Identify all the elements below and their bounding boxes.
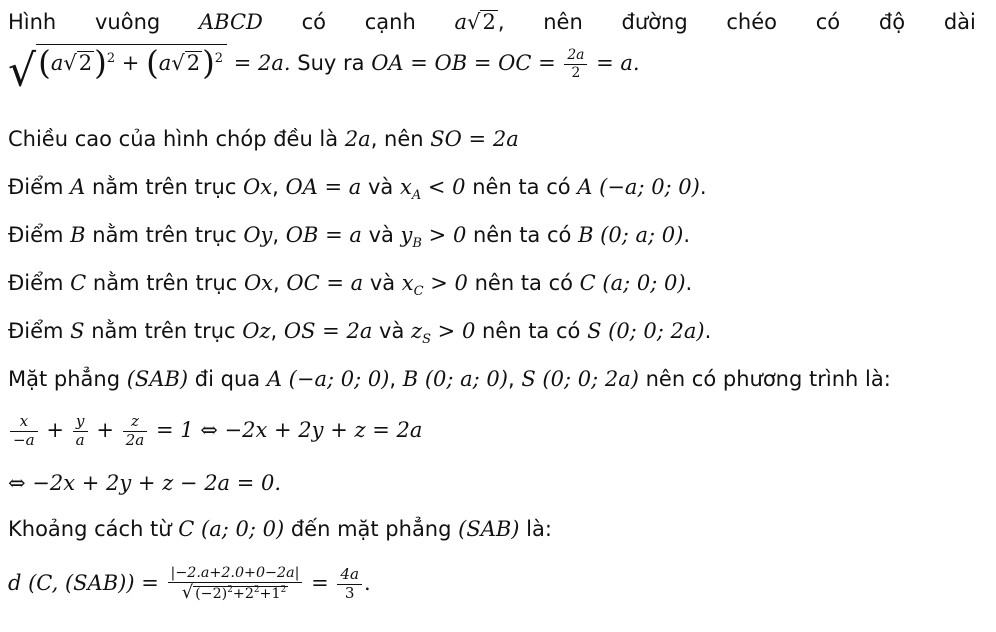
math: d (C, (SAB)) = (8, 570, 159, 595)
word: nên (543, 10, 583, 34)
math-side-length: a√2, (454, 10, 505, 34)
word: chéo (726, 10, 778, 34)
math: = 2a. (233, 51, 291, 76)
fraction-y: $\frac{y}{a}$ (73, 414, 88, 449)
fraction-z: $\frac{z}{2a}$ (123, 414, 148, 449)
line-12-distance-result: d (C, (SAB)) = $\frac{|-2.a+2.0+0-2a|}{√ (-2)^2+2^2+1^2}$ = $\frac{4a}{3}$ . (8, 564, 371, 603)
line-3 (8, 129, 519, 150)
fraction: $\frac{2a}{2}$ (564, 48, 587, 80)
line-10-plane-equation (8, 473, 281, 494)
text: , nên (370, 127, 431, 151)
diagonal-sqrt-expression: $√(a√2)^2 + (a√2)^2$ (8, 44, 227, 94)
math: = a. (596, 51, 640, 76)
word: cạnh (364, 10, 416, 34)
word: có (301, 10, 326, 34)
line-6-point-c: Điểm C nằm trên trục Ox, OC = a và $x_C > 0$ nên ta có C (a; 0; 0). (8, 271, 693, 299)
line-2-diagonal (8, 44, 640, 97)
word: dài (943, 10, 976, 34)
line-5-point-b: Điểm B nằm trên trục Oy, OB = a và $y_B > 0$ nên ta có B (0; a; 0). (8, 223, 690, 251)
line-4-point-a: Điểm A nằm trên trục Ox, OA = a và $x_A < 0$ nên ta có A (−a; 0; 0). (8, 175, 707, 203)
word: vuông (94, 10, 161, 34)
line-9-plane-equation: $\frac{x}{-a}$ + $\frac{y}{a}$ + $\frac{z}{2a}$ = 1 ⇔ −2x + 2y + z = 2a (8, 414, 422, 449)
math: SO = 2a (430, 127, 519, 151)
word: Hình (8, 10, 57, 34)
text: Suy ra (290, 51, 372, 76)
result-fraction: $\frac{4a}{3}$ (337, 567, 362, 602)
line-7-point-s: Điểm S nằm trên trục Oz, OS = 2a và $z_S > 0$ nên ta có S (0; 0; 2a). (8, 319, 712, 347)
word: đường (621, 10, 688, 34)
line-11-distance-intro: Khoảng cách từ C (a; 0; 0) đến mặt phẳng (SAB) là: (8, 517, 552, 541)
distance-fraction: $\frac{|-2.a+2.0+0-2a|}{√ (-2)^2+2^2+1^2}$ (168, 566, 303, 603)
math: 2a (344, 127, 371, 151)
word: độ (878, 10, 906, 34)
fraction-x: $\frac{x}{-a}$ (10, 414, 38, 449)
text: Chiều cao của hình chóp đều là (8, 127, 345, 151)
math: OA = OB = OC = (371, 51, 556, 76)
math: ⇔ −2x + 2y + z − 2a = 0. (8, 471, 282, 495)
math: = 1 ⇔ −2x + 2y + z = 2a (155, 417, 423, 442)
word: có (815, 10, 841, 34)
line-1 (8, 10, 976, 34)
line-8-plane: Mặt phẳng (SAB) đi qua A (−a; 0; 0), B (0; a; 0), S (0; 0; 2a) nên có phương trình là: (8, 367, 891, 391)
math-abcd: ABCD (198, 10, 263, 34)
